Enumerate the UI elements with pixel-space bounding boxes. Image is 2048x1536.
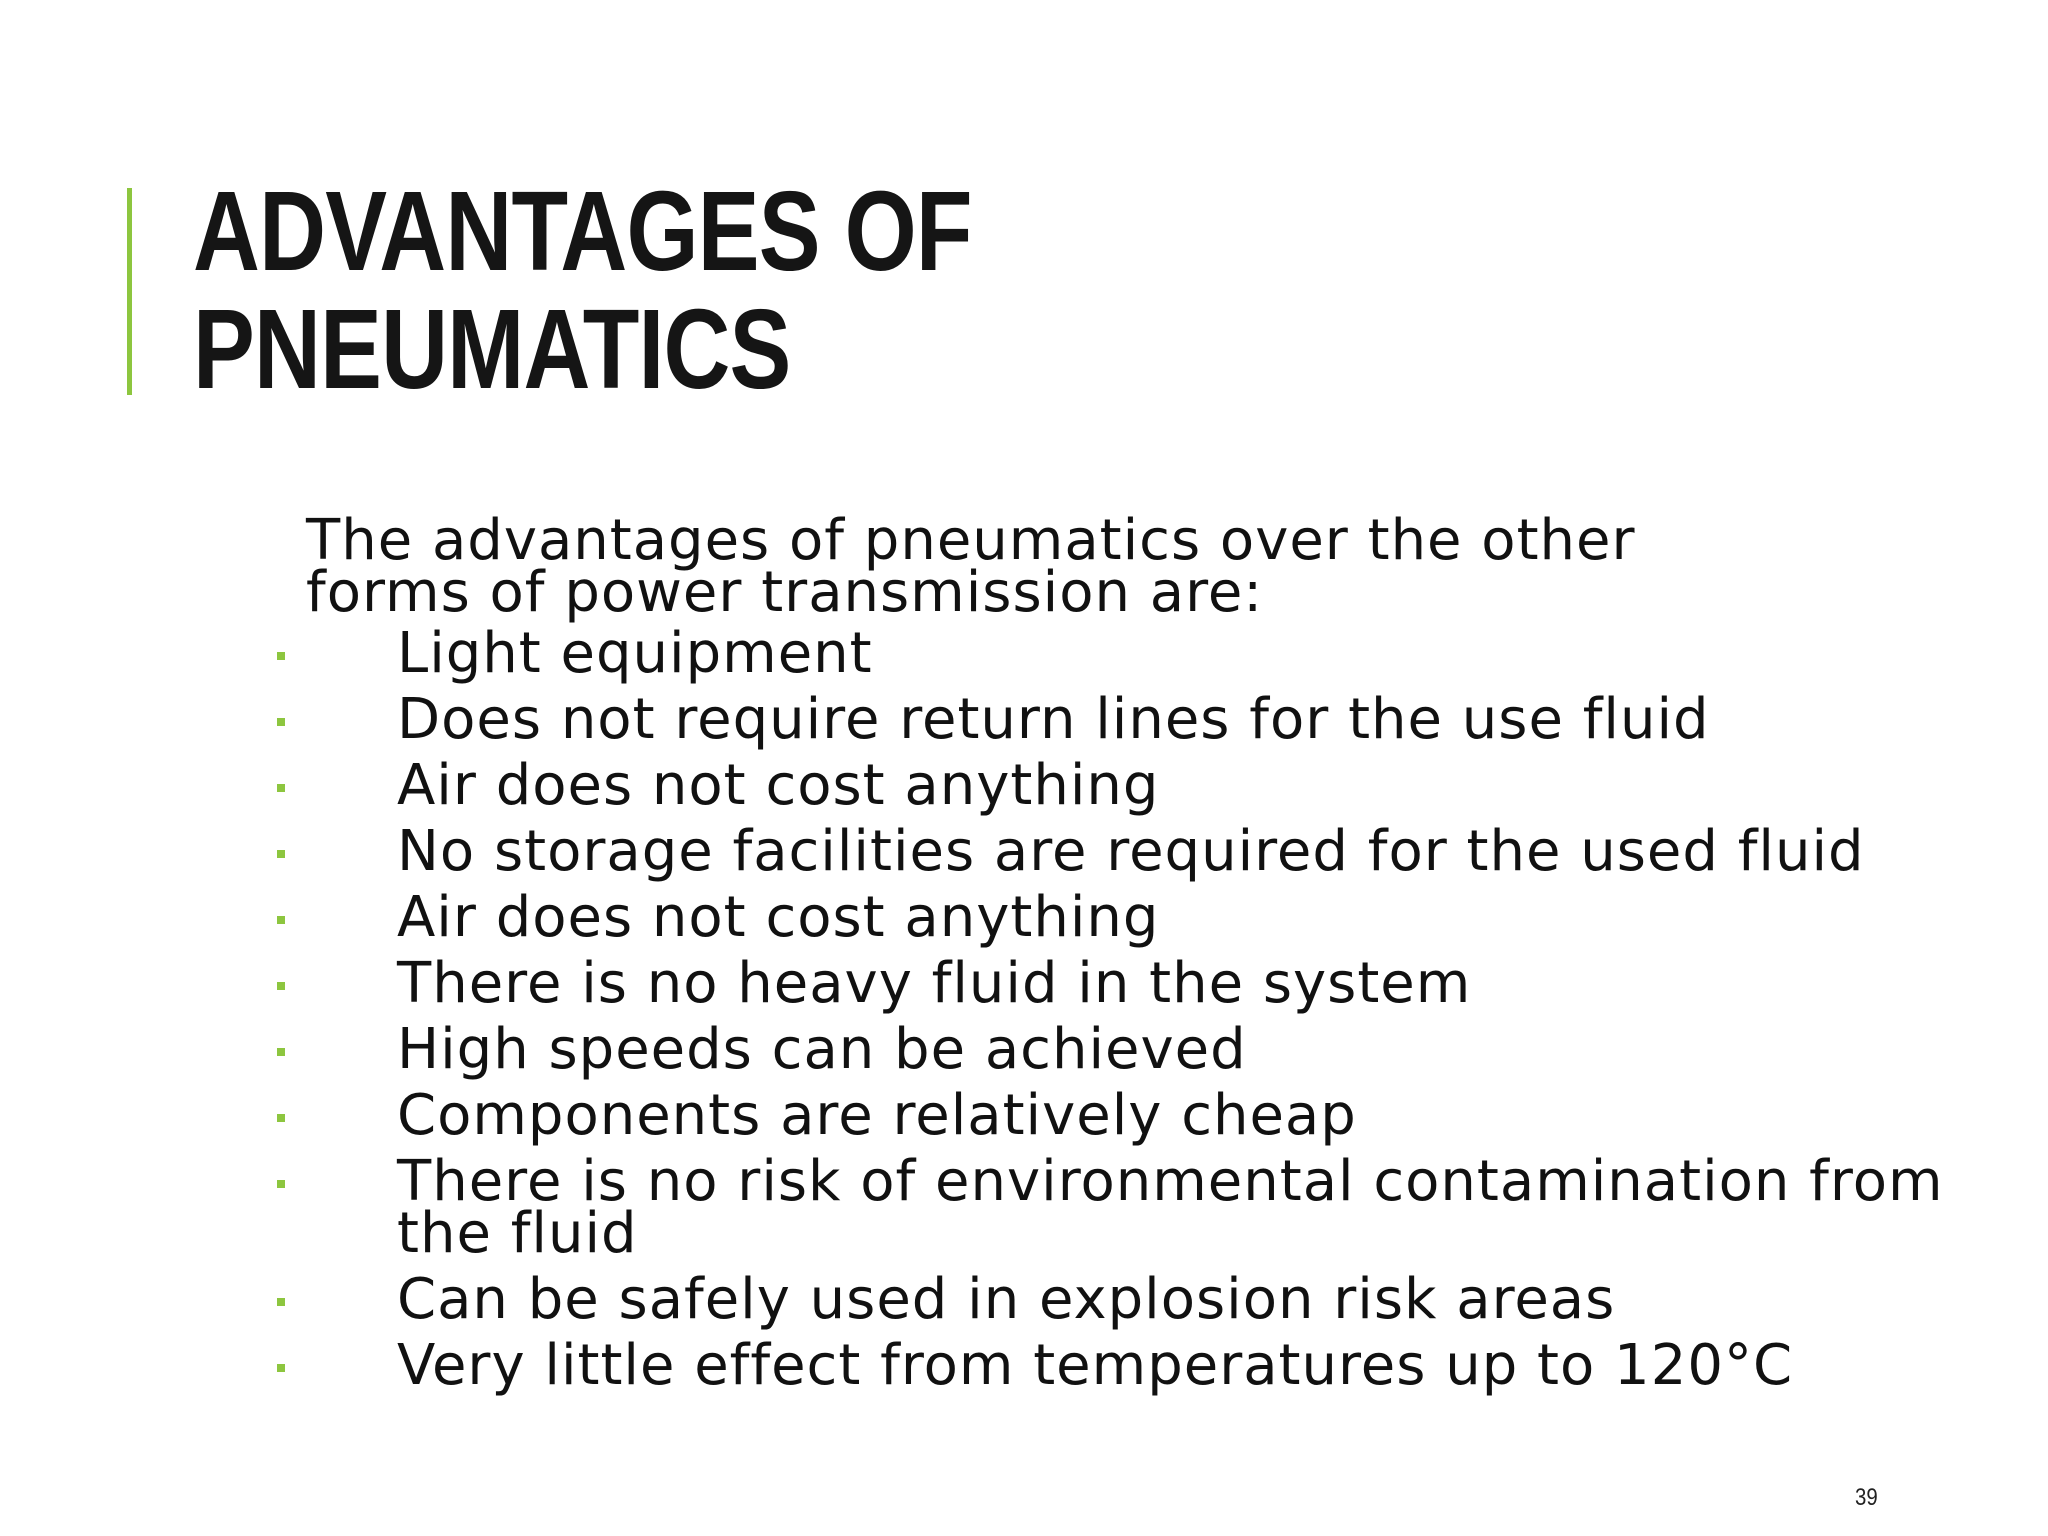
square-bullet-icon bbox=[277, 1114, 285, 1122]
intro-line: The advantages of pneumatics over the other bbox=[306, 508, 1636, 573]
square-bullet-icon bbox=[277, 718, 285, 726]
list-item-text: Components are relatively cheap bbox=[397, 1083, 1357, 1148]
list-item-text: Light equipment bbox=[397, 621, 873, 686]
list-item bbox=[0, 819, 1997, 884]
list-item bbox=[0, 1149, 1997, 1266]
list-item-text: Can be safely used in explosion risk areas bbox=[397, 1267, 1616, 1332]
list-item bbox=[0, 1267, 1997, 1332]
list-item-text: There is no heavy fluid in the system bbox=[397, 951, 1472, 1016]
list-item bbox=[0, 1083, 1997, 1148]
list-item-text: There is no risk of environmental contamination from the fluid bbox=[397, 1149, 1944, 1266]
slide-title-line: PNEUMATICS bbox=[193, 286, 791, 412]
list-item bbox=[0, 753, 1997, 818]
page-number: 39 bbox=[1855, 1484, 1878, 1511]
slide-title-line: ADVANTAGES OF bbox=[193, 168, 972, 294]
list-item-text: High speeds can be achieved bbox=[397, 1017, 1247, 1082]
list-item-text: Does not require return lines for the use fluid bbox=[397, 687, 1710, 752]
list-item bbox=[0, 1017, 1997, 1082]
list-item-text: Air does not cost anything bbox=[397, 885, 1160, 950]
list-item-text: Very little effect from temperatures up to 120°C bbox=[397, 1333, 1794, 1398]
square-bullet-icon bbox=[277, 1048, 285, 1056]
list-item bbox=[0, 621, 1997, 686]
intro-line: forms of power transmission are: bbox=[306, 560, 1264, 625]
square-bullet-icon bbox=[277, 652, 285, 660]
list-item bbox=[0, 1333, 1997, 1398]
square-bullet-icon bbox=[277, 784, 285, 792]
slide-title bbox=[193, 168, 1693, 412]
square-bullet-icon bbox=[277, 1180, 285, 1188]
title-accent-bar bbox=[127, 188, 132, 395]
list-item bbox=[0, 687, 1997, 752]
square-bullet-icon bbox=[277, 982, 285, 990]
square-bullet-icon bbox=[277, 1298, 285, 1306]
square-bullet-icon bbox=[277, 850, 285, 858]
list-item bbox=[0, 885, 1997, 950]
intro-paragraph bbox=[306, 508, 1906, 625]
advantages-list bbox=[0, 621, 2048, 1406]
list-item-text: No storage facilities are required for the used fluid bbox=[397, 819, 1865, 884]
square-bullet-icon bbox=[277, 916, 285, 924]
square-bullet-icon bbox=[277, 1364, 285, 1372]
list-item-text: Air does not cost anything bbox=[397, 753, 1160, 818]
list-item bbox=[0, 951, 1997, 1016]
